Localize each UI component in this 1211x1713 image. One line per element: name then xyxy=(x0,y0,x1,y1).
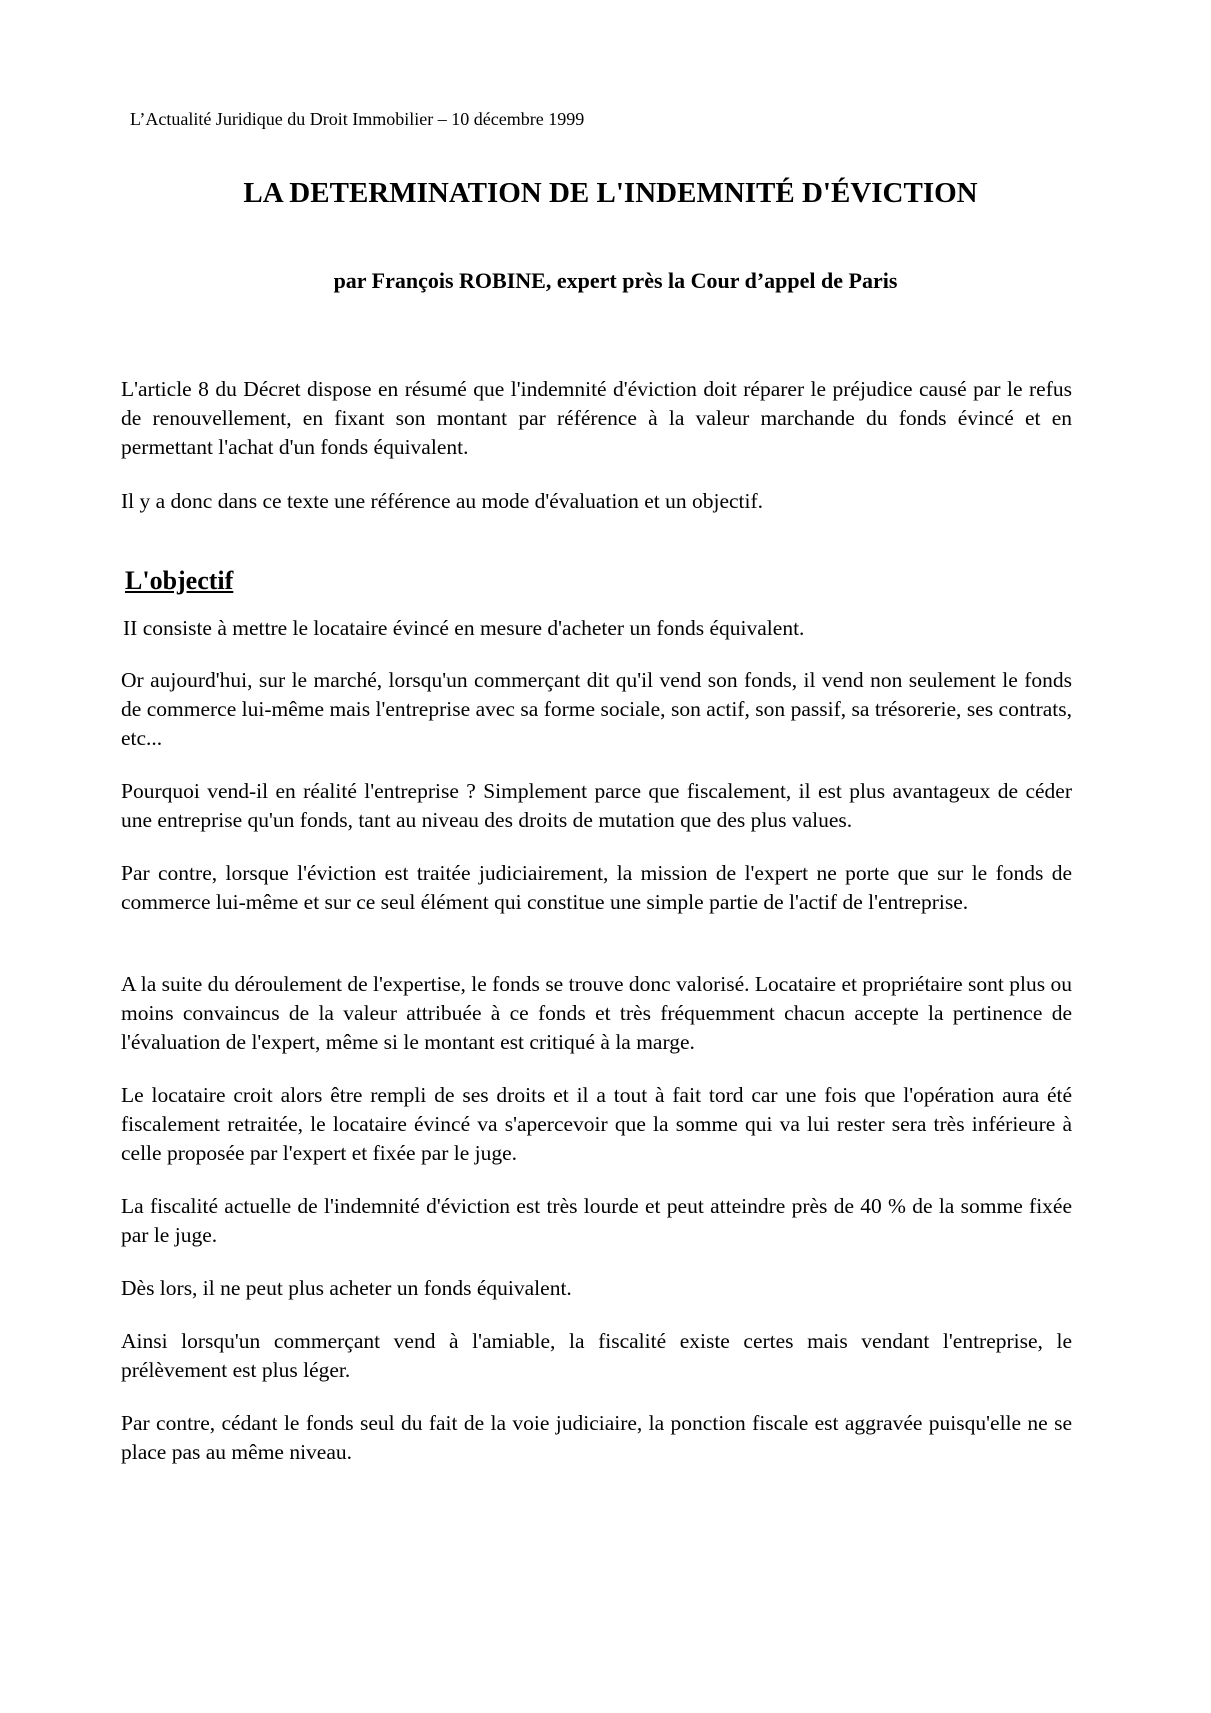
journal-header: L’Actualité Juridique du Droit Immobilier – 10 décembre 1999 xyxy=(130,109,585,129)
article-title: LA DETERMINATION DE L'INDEMNITÉ D'ÉVICTION xyxy=(243,177,978,209)
section-paragraph-7: La fiscalité actuelle de l'indemnité d'éviction est très lourde et peut atteindre près de 40 % de la somme fixée par le juge. xyxy=(121,1194,1072,1247)
section-paragraph-9: Ainsi lorsqu'un commerçant vend à l'amiable, la fiscalité existe certes mais vendant l'entreprise, le prélèvement est plus léger. xyxy=(121,1329,1072,1382)
section-paragraph-8: Dès lors, il ne peut plus acheter un fonds équivalent. xyxy=(121,1276,572,1300)
intro-paragraph-1: L'article 8 du Décret dispose en résumé que l'indemnité d'éviction doit réparer le préjudice causé par le refus de renouvellement, en fixant son montant par référence à la valeur marchande du fonds évincé et en permettant l'achat d'un fonds équivalent. xyxy=(121,377,1072,459)
author-byline: par François ROBINE, expert près la Cour d’appel de Paris xyxy=(333,268,898,293)
section-heading: L'objectif xyxy=(125,566,234,595)
section-paragraph-1: II consiste à mettre le locataire évincé en mesure d'acheter un fonds équivalent. xyxy=(123,616,805,640)
section-paragraph-3: Pourquoi vend-il en réalité l'entreprise ? Simplement parce que fiscalement, il est plus avantageux de céder une entreprise qu'un fonds, tant au niveau des droits de mutation que des plus values. xyxy=(121,779,1072,832)
intro-paragraph-2: Il y a donc dans ce texte une référence au mode d'évaluation et un objectif. xyxy=(121,489,764,513)
section-paragraph-6: Le locataire croit alors être rempli de ses droits et il a tout à fait tord car une fois que l'opération aura été fiscalement retraitée, le locataire évincé va s'apercevoir que la somme qui va lui rester sera très inférieure à celle proposée par l'expert et fixée par le juge. xyxy=(121,1083,1072,1165)
section-paragraph-5: A la suite du déroulement de l'expertise, le fonds se trouve donc valorisé. Locataire et propriétaire sont plus ou moins convaincus de la valeur attribuée à ce fonds et très fréquemment chacun accepte la pertinence de l'évaluation de l'expert, même si le montant est critiqué à la marge. xyxy=(121,972,1072,1054)
article-body xyxy=(121,375,1072,1467)
section-paragraph-10: Par contre, cédant le fonds seul du fait de la voie judiciaire, la ponction fiscale est aggravée puisqu'elle ne se place pas au même niveau. xyxy=(121,1411,1072,1464)
section-paragraph-4: Par contre, lorsque l'éviction est traitée judiciairement, la mission de l'expert ne porte que sur le fonds de commerce lui-même et sur ce seul élément qui constitue une simple partie de l'actif de l'entreprise. xyxy=(121,861,1072,914)
section-paragraph-2: Or aujourd'hui, sur le marché, lorsqu'un commerçant dit qu'il vend son fonds, il vend non seulement le fonds de commerce lui-même mais l'entreprise avec sa forme sociale, son actif, son passif, sa trésorerie, ses contrats, etc... xyxy=(121,668,1072,750)
